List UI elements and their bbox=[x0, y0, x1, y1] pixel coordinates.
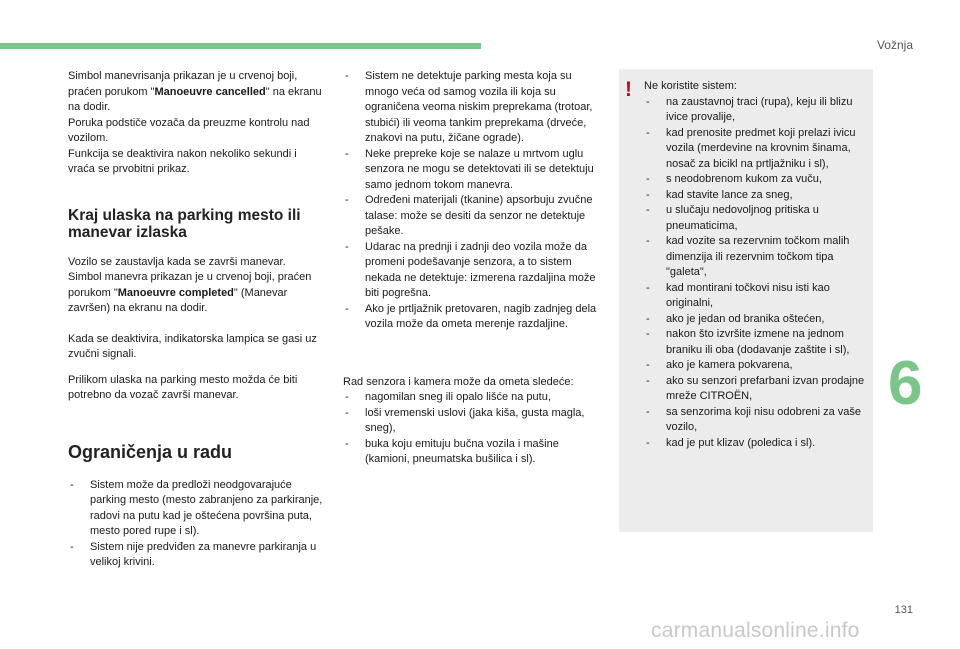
left-column bbox=[68, 69, 326, 571]
text: " (Manevar završen) na ekranu na dodir. bbox=[68, 286, 288, 314]
list-item: - buka koju emituju bučna vozila i mašine (kamioni, pneumatska bušilica i sl). bbox=[343, 437, 605, 468]
text: Simbol manevra prikazan je u crvenoj boji, praćen porukom " bbox=[68, 271, 312, 299]
warning-intro: Ne koristite sistem: bbox=[644, 80, 737, 92]
text: " na ekranu na dodir. bbox=[68, 85, 322, 113]
paragraph: Vozilo se zaustavlja kada se završi manevar. bbox=[68, 255, 286, 268]
paragraph: Poruka podstiče vozača da preuzme kontrolu nad vozilom. bbox=[68, 116, 310, 144]
paragraph: Funkcija se deaktivira nakon nekoliko sekundi i vraća se prvobitni prikaz. bbox=[68, 147, 297, 175]
list-item: - Određeni materijali (tkanine) apsorbuju zvučne talase: može se desiti da senzor ne detektuje pešake. bbox=[343, 193, 605, 240]
page-number: 131 bbox=[894, 604, 913, 616]
keyword: Manoeuvre completed bbox=[117, 286, 234, 299]
heading-end-of-manoeuvre: Kraj ulaska na parking mesto ili manevar izlaska bbox=[68, 206, 301, 241]
list-item: - s neodobrenom kukom za vuču, bbox=[644, 172, 871, 188]
warning-box bbox=[619, 69, 873, 532]
paragraph-interference-intro: Rad senzora i kamera može da ometa sledeće: bbox=[343, 375, 574, 388]
section-title: Vožnja bbox=[876, 38, 913, 52]
list-item: - nagomilan sneg ili opalo lišće na putu, bbox=[343, 390, 605, 406]
heading-limitations: Ograničenja u radu bbox=[68, 441, 233, 462]
list-item: - Sistem može da predloži neodgovarajuće parking mesto (mesto zabranjeno za parkiranje, radovi na putu kad je oštećena površina puta, mesto pored rupe i sl). bbox=[68, 478, 326, 540]
list-item: - ako je kamera pokvarena, bbox=[644, 358, 871, 374]
warning-list bbox=[644, 95, 871, 452]
list-item: - Ako je prtljažnik pretovaren, nagib zadnjeg dela vozila može da ometa merenje razdaljine. bbox=[343, 302, 605, 333]
list-item: - u slučaju nedovoljnog pritiska u pneumaticima, bbox=[644, 203, 871, 234]
detection-limits-list bbox=[343, 69, 605, 333]
list-item: - nakon što izvršite izmene na jednom braniku ili oba (dodavanje zaštite i sl), bbox=[644, 327, 871, 358]
list-item: - Neke prepreke koje se nalaze u mrtvom uglu senzora ne mogu se detektovati ili se detektuju samo jednom tokom manevra. bbox=[343, 147, 605, 194]
list-item: - kad prenosite predmet koji prelazi ivicu vozila (merdevine na krovnim šinama, nosač za bicikl na prtljažniku i sl), bbox=[644, 126, 871, 173]
list-item: - kad montirani točkovi nisu isti kao originalni, bbox=[644, 281, 871, 312]
keyword: Manoeuvre cancelled bbox=[154, 85, 266, 98]
list-item: - ako su senzori prefarbani izvan prodajne mreže CITROËN, bbox=[644, 374, 871, 405]
list-item: - Sistem ne detektuje parking mesta koja su mnogo veća od samog vozila ili koja su ograničena veoma niskim preprekama (trotoar, stubići) ili veoma tankim preprekama (drveće, znakovi na putu, žičane ograde). bbox=[343, 69, 605, 147]
text: Simbol manevrisanja prikazan je u crvenoj boji, praćen porukom " bbox=[68, 70, 298, 98]
list-item: - kad stavite lance za sneg, bbox=[644, 188, 871, 204]
watermark: carmanualsonline.info bbox=[651, 619, 860, 642]
list-item: - ako je jedan od branika oštećen, bbox=[644, 312, 871, 328]
list-item: - kad je put klizav (poledica i sl). bbox=[644, 436, 871, 452]
list-item: - Sistem nije predviđen za manevre parkiranja u velikoj krivini. bbox=[68, 540, 326, 571]
list-item: - kad vozite sa rezervnim točkom malih dimenzija ili rezervnim točkom tipa "galeta", bbox=[644, 234, 871, 281]
list-item: - loši vremenski uslovi (jaka kiša, gusta magla, sneg), bbox=[343, 406, 605, 437]
paragraph: Prilikom ulaska na parking mesto možda će biti potrebno da vozač završi manevar. bbox=[68, 373, 298, 401]
middle-column bbox=[343, 69, 605, 468]
list-item: - Udarac na prednji i zadnji deo vozila može da promeni podešavanje senzora, a to sistem nekada ne detektuje: izmerena razdaljina može biti pogrešna. bbox=[343, 240, 605, 302]
chapter-color-bar bbox=[0, 43, 481, 49]
list-item: - na zaustavnoj traci (rupa), keju ili blizu ivice provalije, bbox=[644, 95, 871, 126]
paragraph: Kada se deaktivira, indikatorska lampica se gasi uz zvučni signali. bbox=[68, 332, 317, 360]
paragraph-cancelled bbox=[68, 69, 326, 116]
exclamation-icon: ! bbox=[625, 78, 632, 101]
paragraph-completed bbox=[68, 270, 326, 317]
list-item: - sa senzorima koji nisu odobreni za vaše vozilo, bbox=[644, 405, 871, 436]
limitations-list bbox=[68, 478, 326, 571]
warning-content bbox=[644, 79, 871, 451]
chapter-number-tab: 6 bbox=[888, 349, 923, 418]
interference-list bbox=[343, 390, 605, 468]
